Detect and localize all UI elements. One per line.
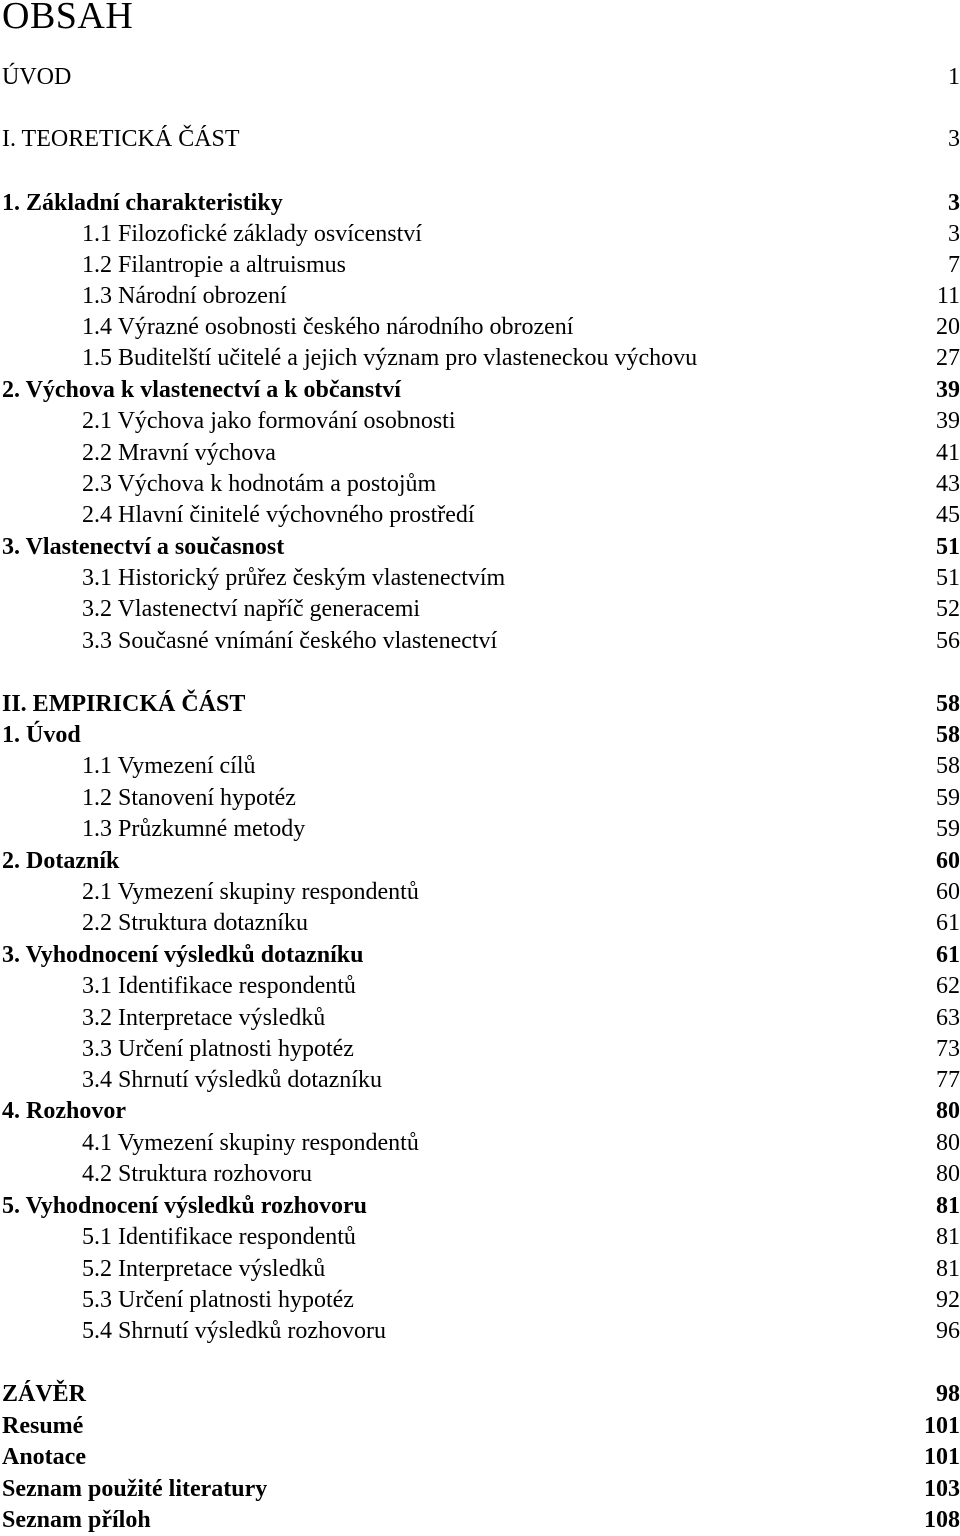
- toc-entry-label: 1.2 Filantropie a altruismus: [82, 252, 346, 278]
- toc-entry-page: 81: [936, 1224, 960, 1250]
- toc-entry-page: 92: [936, 1287, 960, 1313]
- toc-entry[interactable]: [0, 750, 960, 782]
- toc-entry[interactable]: [0, 1190, 960, 1222]
- toc-entry-label: 2.1 Výchova jako formování osobnosti: [82, 408, 456, 434]
- toc-entry-label: 4.1 Vymezení skupiny respondentů: [82, 1130, 419, 1156]
- toc-entry[interactable]: [0, 1315, 960, 1347]
- toc-entry-page: 60: [936, 879, 960, 905]
- toc-entry-seznam-priloh[interactable]: [0, 1504, 960, 1536]
- toc-entry-label: Seznam příloh: [2, 1507, 151, 1533]
- toc-entry-seznam-literatury[interactable]: [0, 1473, 960, 1505]
- toc-entry-page: 58: [936, 753, 960, 779]
- toc-entry[interactable]: [0, 719, 960, 751]
- toc-entry[interactable]: [0, 1221, 960, 1253]
- toc-entry[interactable]: [0, 499, 960, 531]
- toc-entry-label: 1.1 Vymezení cílů: [82, 753, 256, 779]
- toc-entry-page: 45: [936, 502, 960, 528]
- toc-entry-label: 3.1 Historický průřez českým vlastenectvím: [82, 565, 506, 591]
- toc-entry-page: 61: [936, 942, 960, 968]
- toc-entry-label: 4.2 Struktura rozhovoru: [82, 1161, 312, 1187]
- toc-entry-label: 5.1 Identifikace respondentů: [82, 1224, 356, 1250]
- toc-entry[interactable]: [0, 876, 960, 908]
- toc-entry-label: 3.2 Interpretace výsledků: [82, 1005, 326, 1031]
- toc-entry-page: 51: [936, 534, 960, 560]
- toc-entry-empiricka-cast[interactable]: [0, 688, 960, 720]
- toc-entry-page: 58: [936, 691, 960, 717]
- toc-entry-page: 98: [936, 1381, 960, 1407]
- toc-entry[interactable]: [0, 1033, 960, 1065]
- page-title: OBSAH: [2, 0, 134, 37]
- toc-entry[interactable]: [0, 374, 960, 406]
- toc-entry-label: 2.1 Vymezení skupiny respondentů: [82, 879, 419, 905]
- toc-entry-page: 63: [936, 1005, 960, 1031]
- toc-entry[interactable]: [0, 468, 960, 500]
- toc-entry-label: 2.2 Mravní výchova: [82, 440, 276, 466]
- toc-entry-label: 2.2 Struktura dotazníku: [82, 910, 308, 936]
- toc-entry-label: 5.3 Určení platnosti hypotéz: [82, 1287, 354, 1313]
- toc-entry-page: 1: [948, 64, 960, 90]
- toc-entry-page: 73: [936, 1036, 960, 1062]
- toc-entry-page: 56: [936, 628, 960, 654]
- toc-entry-resume[interactable]: [0, 1410, 960, 1442]
- toc-entry-label: 1.4 Výrazné osobnosti českého národního obrození: [82, 314, 574, 340]
- toc-entry-page: 58: [936, 722, 960, 748]
- toc-entry[interactable]: [0, 1253, 960, 1285]
- toc-entry-label: 5. Vyhodnocení výsledků rozhovoru: [2, 1193, 367, 1219]
- toc-entry-page: 81: [936, 1256, 960, 1282]
- toc-entry[interactable]: [0, 845, 960, 877]
- toc-entry-label: 5.4 Shrnutí výsledků rozhovoru: [82, 1318, 386, 1344]
- toc-entry-label: 3. Vlastenectví a současnost: [2, 534, 285, 560]
- toc-entry-label: 2. Dotazník: [2, 848, 120, 874]
- toc-entry-page: 39: [936, 377, 960, 403]
- toc-entry[interactable]: [0, 1127, 960, 1159]
- toc-entry-page: 3: [948, 221, 960, 247]
- toc-entry-page: 59: [936, 785, 960, 811]
- toc-entry-page: 7: [948, 252, 960, 278]
- toc-entry-page: 41: [936, 440, 960, 466]
- toc-entry-page: 96: [936, 1318, 960, 1344]
- toc-entry-page: 101: [924, 1444, 960, 1470]
- toc-entry[interactable]: [0, 1284, 960, 1316]
- toc-entry-page: 61: [936, 910, 960, 936]
- toc-entry[interactable]: [0, 280, 960, 312]
- toc-entry-page: 62: [936, 973, 960, 999]
- toc-entry-page: 39: [936, 408, 960, 434]
- toc-entry-page: 3: [948, 190, 960, 216]
- toc-entry-page: 3: [948, 126, 960, 152]
- toc-entry-page: 51: [936, 565, 960, 591]
- toc-entry[interactable]: [0, 405, 960, 437]
- toc-entry-label: 3.1 Identifikace respondentů: [82, 973, 356, 999]
- toc-entry-uvod[interactable]: [0, 61, 960, 93]
- toc-entry-label: II. EMPIRICKÁ ČÁST: [2, 691, 246, 717]
- toc-entry-page: 77: [936, 1067, 960, 1093]
- toc-entry-page: 59: [936, 816, 960, 842]
- toc-entry-label: 3.3 Současné vnímání českého vlastenectví: [82, 628, 498, 654]
- toc-entry-page: 108: [924, 1507, 960, 1533]
- toc-entry-anotace[interactable]: [0, 1441, 960, 1473]
- toc-entry-label: 1. Základní charakteristiky: [2, 190, 283, 216]
- toc-entry-label: ÚVOD: [2, 64, 72, 90]
- toc-entry-page: 80: [936, 1098, 960, 1124]
- toc-entry-teoreticka-cast[interactable]: [0, 123, 960, 155]
- toc-entry-page: 80: [936, 1161, 960, 1187]
- toc-entry-page: 43: [936, 471, 960, 497]
- toc-entry-label: 5.2 Interpretace výsledků: [82, 1256, 326, 1282]
- toc-entry[interactable]: [0, 939, 960, 971]
- toc-entry-page: 101: [924, 1413, 960, 1439]
- toc-entry[interactable]: [0, 813, 960, 845]
- toc-entry-page: 60: [936, 848, 960, 874]
- toc-entry[interactable]: [0, 562, 960, 594]
- toc-entry-zaver[interactable]: [0, 1378, 960, 1410]
- toc-entry-label: 2. Výchova k vlastenectví a k občanství: [2, 377, 401, 403]
- toc-entry[interactable]: [0, 187, 960, 219]
- toc-entry-label: ZÁVĚR: [2, 1381, 87, 1407]
- toc-entry[interactable]: [0, 782, 960, 814]
- toc-entry-label: 3.4 Shrnutí výsledků dotazníku: [82, 1067, 382, 1093]
- toc-entry-label: 3.3 Určení platnosti hypotéz: [82, 1036, 354, 1062]
- toc-entry[interactable]: [0, 1064, 960, 1096]
- toc-entry[interactable]: [0, 1095, 960, 1127]
- toc-entry[interactable]: [0, 593, 960, 625]
- toc-entry[interactable]: [0, 342, 960, 374]
- toc-entry[interactable]: [0, 625, 960, 657]
- toc-entry[interactable]: [0, 311, 960, 343]
- toc-entry-page: 27: [936, 345, 960, 371]
- toc-entry-page: 103: [924, 1476, 960, 1502]
- toc-entry[interactable]: [0, 531, 960, 563]
- toc-entry-page: 81: [936, 1193, 960, 1219]
- toc-entry-page: 80: [936, 1130, 960, 1156]
- toc-entry-label: 1.3 Průzkumné metody: [82, 816, 306, 842]
- toc-entry-label: Anotace: [2, 1444, 86, 1470]
- toc-entry[interactable]: [0, 1002, 960, 1034]
- toc-entry-label: 3.2 Vlastenectví napříč generacemi: [82, 596, 421, 622]
- toc-entry-label: 4. Rozhovor: [2, 1098, 126, 1124]
- toc-entry-label: 1.1 Filozofické základy osvícenství: [82, 221, 422, 247]
- toc-entry[interactable]: [0, 249, 960, 281]
- toc-entry-label: 1.2 Stanovení hypotéz: [82, 785, 296, 811]
- toc-entry-label: Resumé: [2, 1413, 84, 1439]
- toc-entry[interactable]: [0, 437, 960, 469]
- toc-entry-page: 11: [936, 283, 960, 309]
- toc-entry-page: 52: [936, 596, 960, 622]
- toc-entry-label: I. TEORETICKÁ ČÁST: [2, 126, 240, 152]
- toc-entry-page: 20: [936, 314, 960, 340]
- toc-entry-label: 3. Vyhodnocení výsledků dotazníku: [2, 942, 364, 968]
- toc-entry[interactable]: [0, 218, 960, 250]
- toc-entry[interactable]: [0, 907, 960, 939]
- toc-entry[interactable]: [0, 1158, 960, 1190]
- toc-entry-label: 1.5 Buditelští učitelé a jejich význam pro vlasteneckou výchovu: [82, 345, 698, 371]
- toc-entry[interactable]: [0, 970, 960, 1002]
- toc-entry-label: 2.4 Hlavní činitelé výchovného prostředí: [82, 502, 475, 528]
- toc-entry-label: 1. Úvod: [2, 722, 81, 748]
- toc-entry-label: Seznam použité literatury: [2, 1476, 268, 1502]
- toc-entry-label: 2.3 Výchova k hodnotám a postojům: [82, 471, 437, 497]
- toc-entry-label: 1.3 Národní obrození: [82, 283, 287, 309]
